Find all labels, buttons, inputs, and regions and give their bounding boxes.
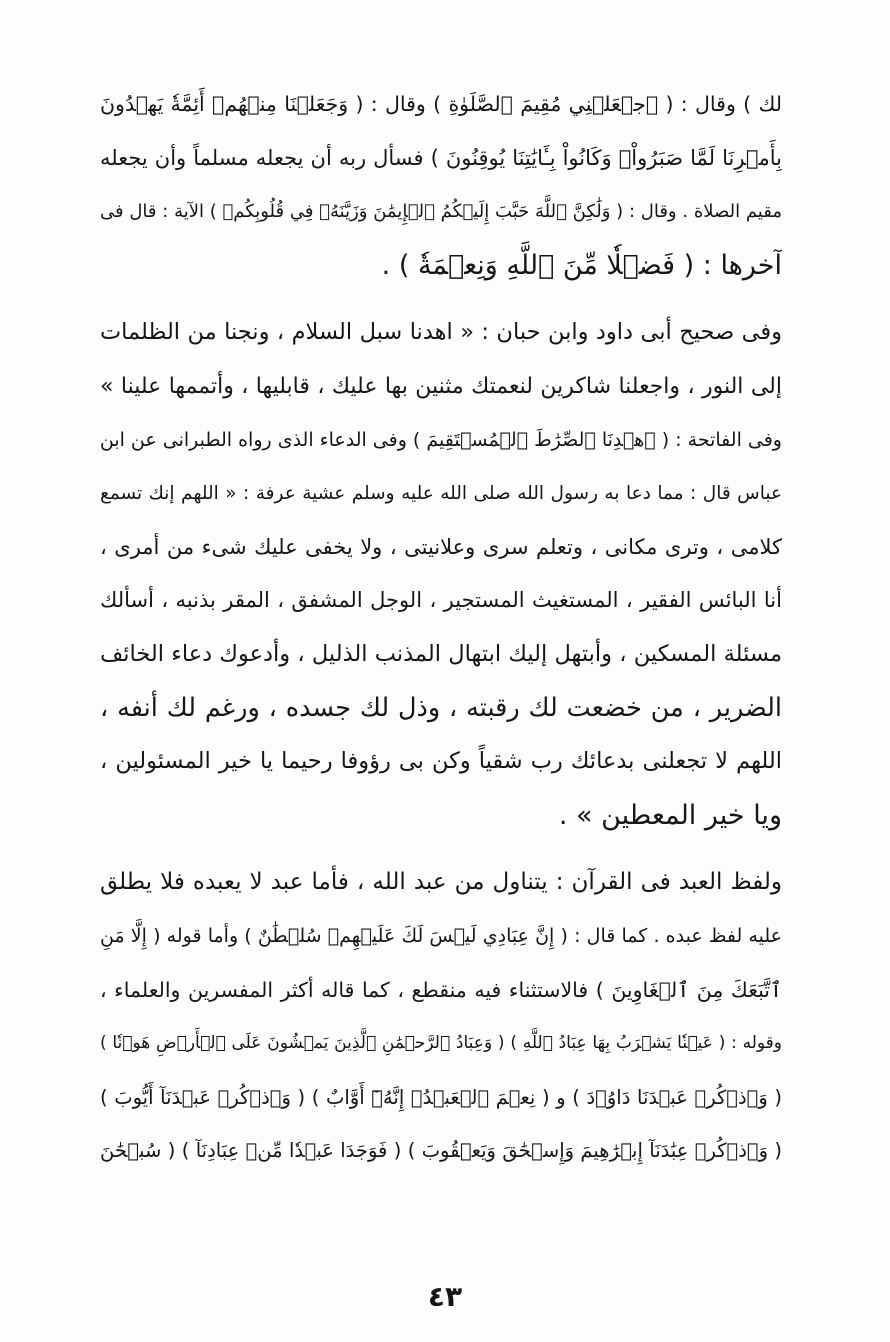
paragraph-1 [100, 78, 782, 292]
text-line: ولفظ العبد فى القرآن : يتناول من عبد الله ، فأما عبد لا يعبده فلا يطلق [100, 869, 782, 896]
text-line: عليه لفظ عبده . كما قال : ( إِنَّ عِبَادِي لَيۡسَ لَكَ عَلَيۡهِمۡ سُلۡطَٰنٌ ) وأما قوله ( إِلَّا مَنِ [100, 924, 782, 947]
text-line: ( وَٱذۡكُرۡ عَبۡدَنَا دَاوُۥدَ ) و ( نِعۡمَ ٱلۡعَبۡدُۖ إِنَّهُۥٓ أَوَّابٌ ) ( وَٱذۡكُرۡ عَبۡدَنَآ أَيُّوبَ ) [100, 1085, 782, 1109]
text-line: بِأَمۡرِنَا لَمَّا صَبَرُواْۖ وَكَانُواْ بِـَٔايَٰتِنَا يُوقِنُونَ ) فسأل ربه أن يجعله مسلماً وأن يجعله [100, 145, 782, 170]
text-line: مقيم الصلاة . وقال : ( وَلَٰكِنَّ ٱللَّهَ حَبَّبَ إِلَيۡكُمُ ٱلۡإِيمَٰنَ وَزَيَّنَهُۥ فِي قُلُوبِكُمۡ ) الآية : قال فى [100, 201, 782, 223]
text-line: كلامى ، وترى مكانى ، وتعلم سرى وعلانيتى ، ولا يخفى عليك شىء من أمرى ، [100, 534, 782, 559]
text-line: أنا البائس الفقير ، المستغيث المستجير ، الوجل المشفق ، المقر بذنبه ، أسألك [100, 588, 782, 613]
text-line: ٱتَّبَعَكَ مِنَ ٱلۡغَاوِينَ ) فالاستثناء فيه منقطع ، كما قاله أكثر المفسرين والعلماء ، [100, 977, 782, 1002]
paragraph-3 [100, 856, 782, 1178]
text-line: الضرير ، من خضعت لك رقبته ، وذل لك جسده ، ورغم لك أنفه ، [100, 692, 782, 723]
body-text [100, 78, 782, 1178]
text-line: آخرها : ( فَضۡلٗا مِّنَ ٱللَّهِ وَنِعۡمَةٗ ) . [381, 249, 782, 281]
paragraph-spacer [100, 292, 782, 306]
text-line: وفى الفاتحة : ( ٱهۡدِنَا ٱلصِّرَٰطَ ٱلۡمُسۡتَقِيمَ ) وفى الدعاء الذى رواه الطبرانى عن ابن [100, 428, 782, 451]
text-line: وقوله : ( عَيۡنٗا يَشۡرَبُ بِهَا عِبَادُ ٱللَّهِ ) ( وَعِبَادُ ٱلرَّحۡمَٰنِ ٱلَّذِينَ يَمۡشُونَ عَلَى ٱلۡأَرۡضِ هَوۡنٗا ) [100, 1033, 782, 1054]
text-line: مسئلة المسكين ، وأبتهل إليك ابتهال المذنب الذليل ، وأدعوك دعاء الخائف [100, 640, 782, 667]
paragraph-2 [100, 306, 782, 842]
text-line: ( وَٱذۡكُرۡ عِبَٰدَنَآ إِبۡرَٰهِيمَ وَإِسۡحَٰقَ وَيَعۡقُوبَ ) ( فَوَجَدَا عَبۡدٗا مِّنۡ عِبَادِنَآ ) ( سُبۡحَٰنَ [100, 1139, 782, 1163]
text-line: عباس قال : مما دعا به رسول الله صلى الله عليه وسلم عشية عرفة : « اللهم إنك تسمع [100, 483, 782, 505]
text-line: وفى صحيح أبى داود وابن حبان : « اهدنا سبل السلام ، ونجنا من الظلمات [100, 319, 782, 346]
page-number: ٤٣ [427, 1280, 463, 1313]
text-line: إلى النور ، واجعلنا شاكرين لنعمتك مثنين بها عليك ، قابليها ، وأتممها علينا » [100, 373, 782, 399]
text-line: ويا خير المعطين » . [558, 799, 782, 831]
text-line: لك ) وقال : ( ٱجۡعَلۡنِي مُقِيمَ ٱلصَّلَوٰةِ ) وقال : ( وَجَعَلۡنَا مِنۡهُمۡ أَئِمَّةٗ يَهۡدُونَ [100, 92, 782, 116]
text-line: اللهم لا تجعلنى بدعائك رب شقياً وكن بى رؤوفا رحيما يا خير المسئولين ، [100, 748, 782, 775]
paragraph-spacer [100, 842, 782, 856]
